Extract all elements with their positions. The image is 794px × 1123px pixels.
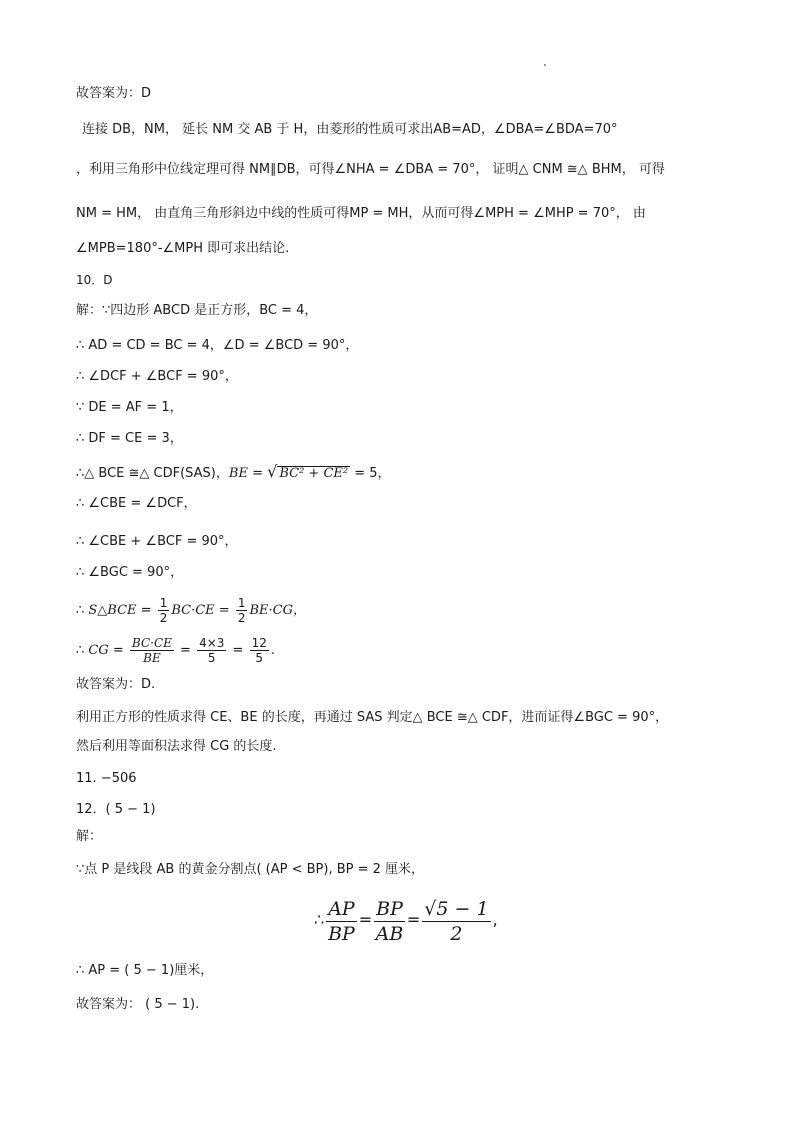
equals-sign: = [358, 910, 373, 929]
radical-sign: √ [267, 462, 278, 481]
fraction-half [236, 596, 248, 625]
denominator: BP [328, 923, 355, 945]
numerator: 12 [251, 636, 267, 650]
summary-line-1: 利用正方形的性质求得 CE、BE 的长度，再通过 SAS 判定△ BCE ≅△ CDF，进而证得∠BGC = 90°， [76, 710, 669, 725]
question-10-answer: 10．D [76, 273, 113, 287]
solution-line-4: ∵ DE = AF = 1， [76, 400, 183, 415]
area-symbol: S△BCE [88, 603, 137, 618]
denominator: 5 [207, 651, 216, 665]
therefore-sign: ∴ [314, 910, 325, 929]
therefore-sign: ∴ [76, 603, 89, 618]
numerator: AP [328, 898, 355, 920]
explanation-line-1: 连接 DB，NM， 延长 NM 交 AB 于 H，由菱形的性质可求出AB=AD，∠DBA=∠BDA=70° [82, 122, 618, 137]
area-equation [76, 596, 306, 625]
solution-line-1: 解：∵四边形 ABCD 是正方形，BC = 4， [76, 303, 318, 318]
denominator: 2 [450, 923, 463, 945]
numerator: 1 [237, 596, 246, 610]
area-expression-1: BC·CE = [171, 603, 234, 618]
equals-sign: = [136, 603, 156, 618]
therefore-sign: ∴ [76, 643, 89, 658]
equals-sign: = [228, 643, 248, 658]
equals-sign: = [175, 643, 196, 658]
be-result: = 5， [354, 466, 391, 481]
golden-ratio-equation [314, 896, 498, 946]
sqrt5: √5 [424, 898, 449, 920]
denominator: 5 [255, 651, 264, 665]
denominator: 2 [237, 611, 246, 625]
summary-line-2: 然后利用等面积法求得 CG 的长度. [76, 739, 277, 754]
stray-dot [544, 64, 546, 66]
solution-line-9: ∴ ∠BGC = 90°， [76, 565, 184, 580]
explanation-line-4: ∠MPB=180°-∠MPH 即可求出结论. [76, 241, 290, 256]
answer-line-12: 故答案为： ( 5 − 1). [76, 997, 200, 1012]
solution-line-8: ∴ ∠CBE + ∠BCF = 90°， [76, 534, 238, 549]
numerator: BP [376, 898, 403, 920]
answer-line-10: 故答案为：D. [76, 677, 156, 692]
solution-line-5: ∴ DF = CE = 3， [76, 431, 183, 446]
numerator: BC·CE [131, 636, 172, 650]
congruence-text: ∴△ BCE ≅△ CDF(SAS)， [76, 466, 229, 481]
numerator: 4×3 [199, 636, 225, 650]
denominator: BE [143, 651, 161, 665]
golden-section-line: ∵点 P 是线段 AB 的黄金分割点( (AP < BP), BP = 2 厘米， [76, 862, 425, 877]
question-11-answer: 11. −506 [76, 771, 137, 786]
fraction-4x3-over-5 [197, 636, 226, 665]
fraction-bp-over-ab [374, 897, 405, 946]
explanation-line-2: ，利用三角形中位线定理可得 NM∥DB，可得∠NHA = ∠DBA = 70°， 证明△ CNM ≅△ BHM， 可得 [76, 162, 665, 177]
fraction-ap-over-bp [326, 897, 357, 946]
denominator: 2 [159, 611, 168, 625]
fraction-sqrt5-minus-1-over-2 [422, 897, 490, 946]
be-symbol: BE [228, 466, 248, 481]
minus-one: − 1 [448, 898, 489, 920]
comma: , [492, 910, 498, 929]
solution-line-2: ∴ AD = CD = BC = 4，∠D = ∠BCD = 90°， [76, 338, 359, 353]
solution-line-6-congruence [76, 463, 391, 483]
denominator: AB [375, 923, 404, 945]
period: . [270, 643, 275, 658]
question-12-answer: 12．( 5 − 1) [76, 802, 156, 817]
solution-line-7: ∴ ∠CBE = ∠DCF， [76, 496, 197, 511]
equals-sign: = [108, 643, 128, 658]
equals-sign: = [252, 466, 263, 481]
ap-result-line: ∴ AP = ( 5 − 1)厘米， [76, 963, 214, 978]
numerator [422, 897, 490, 922]
explanation-line-3: NM = HM， 由直角三角形斜边中线的性质可得MP = MH，从而可得∠MPH = ∠MHP = 70°， 由 [76, 206, 646, 221]
fraction-bc-ce-over-be [130, 636, 174, 665]
cg-equation [76, 636, 275, 665]
solution-label: 解： [76, 829, 103, 844]
fraction-12-over-5 [250, 636, 269, 665]
cg-symbol: CG [88, 643, 109, 658]
equals-sign: = [406, 910, 421, 929]
answer-line-9: 故答案为：D [76, 86, 152, 101]
numerator: 1 [159, 596, 168, 610]
fraction-half [158, 596, 170, 625]
solution-line-3: ∴ ∠DCF + ∠BCF = 90°， [76, 369, 238, 384]
area-expression-2: BE·CG， [249, 603, 306, 618]
radicand: BC² + CE² [279, 466, 349, 481]
